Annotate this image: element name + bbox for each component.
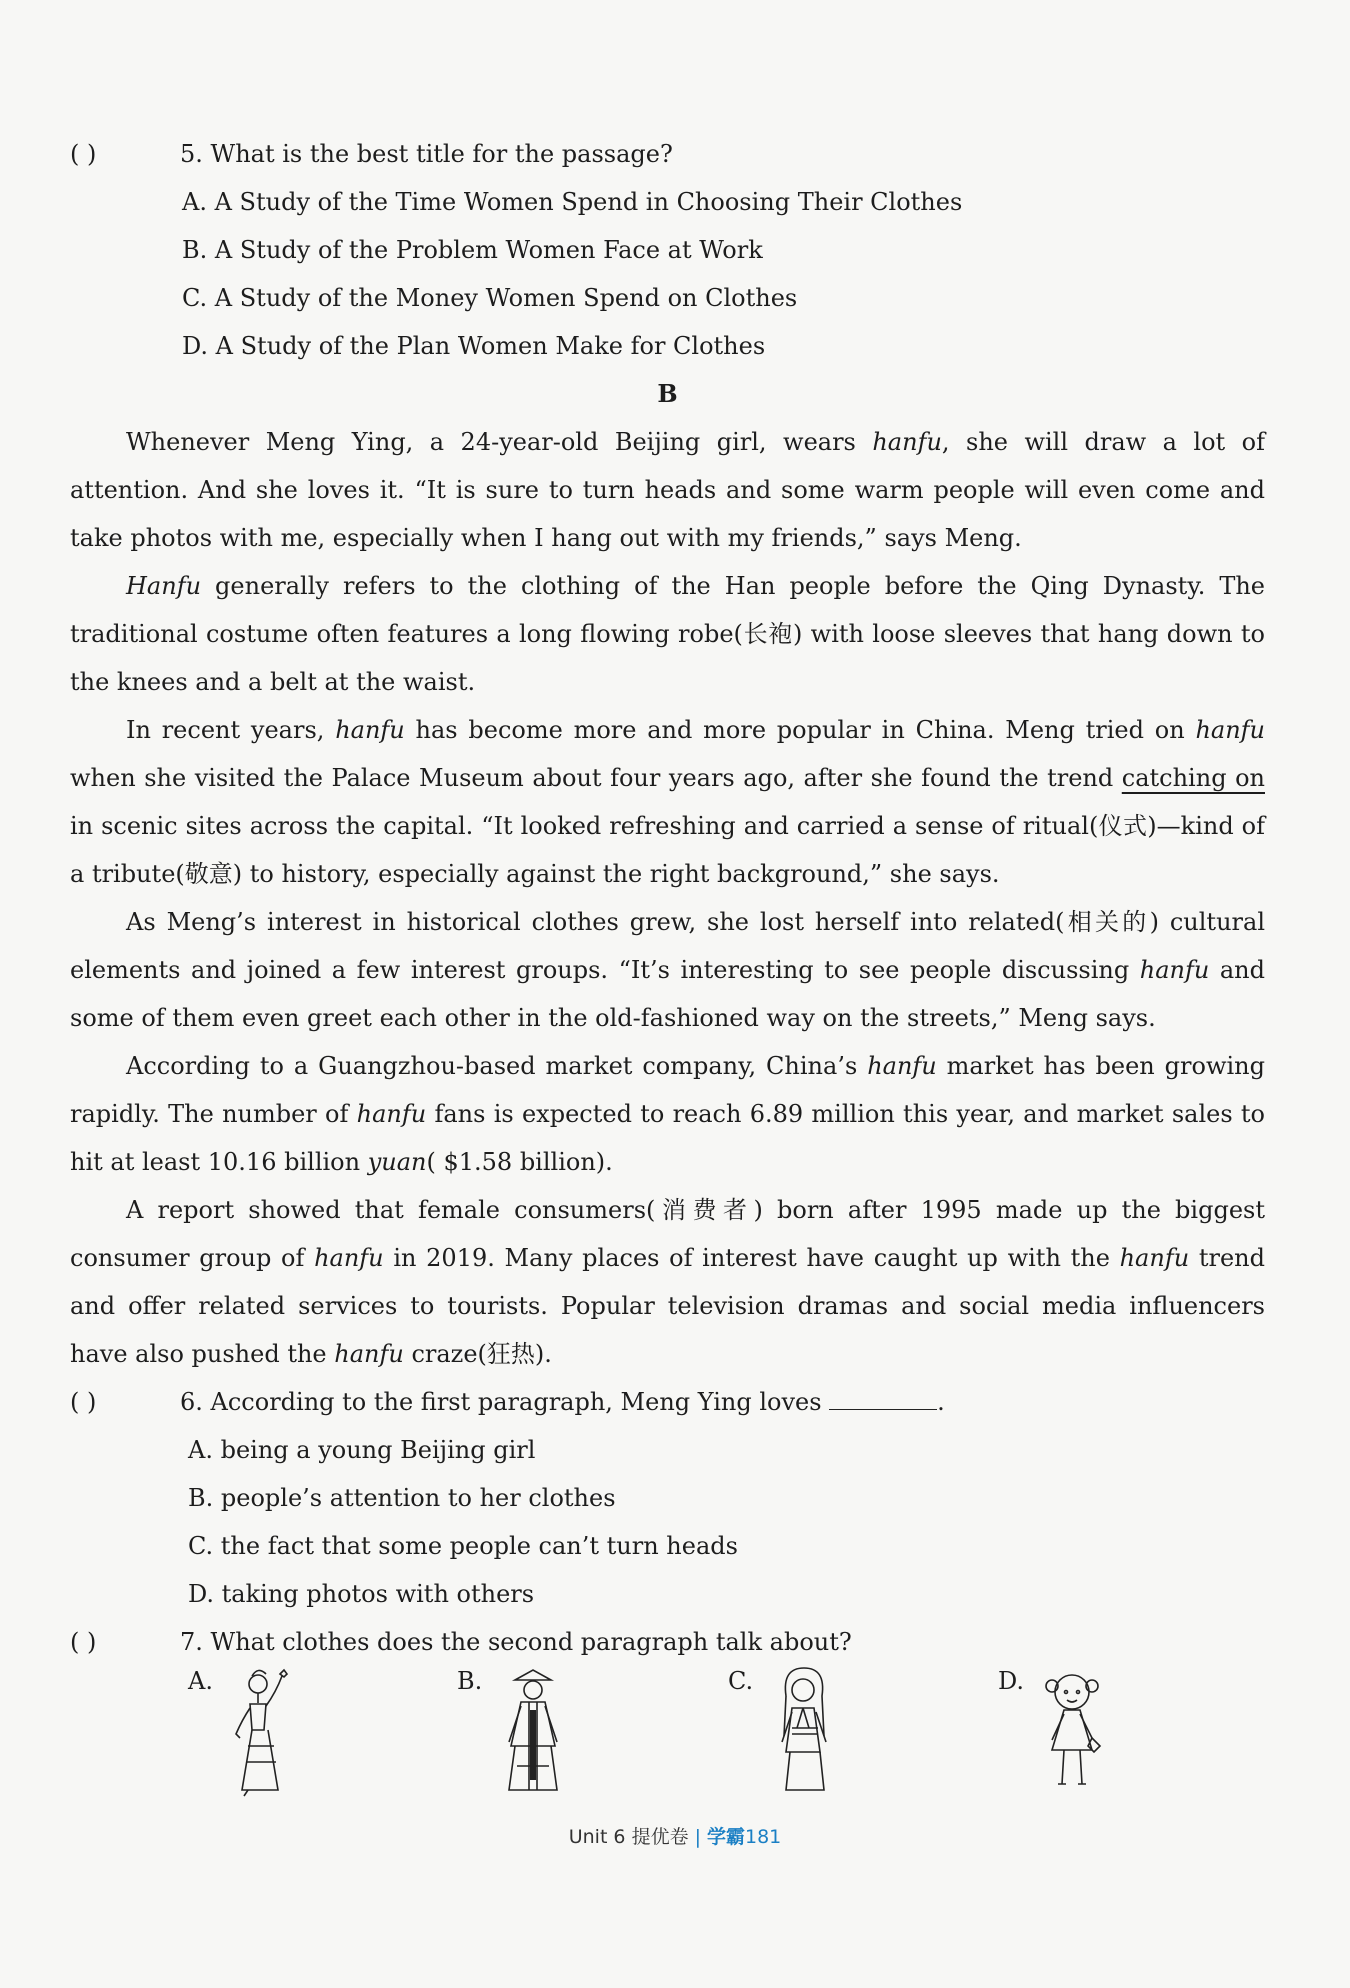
page-footer — [0, 1822, 1350, 1849]
paragraph-5: According to a Guangzhou-based market company, China’s hanfu market has been growing rapidly. The number of hanfu fans is expected to reach 6.89 million this year, and market sales to hit at least 10.16 billion yuan( $1.58 billion). — [70, 1052, 1265, 1176]
page-number: 181 — [745, 1826, 782, 1848]
content — [70, 130, 1265, 1806]
footer-divider: | — [694, 1826, 701, 1848]
ethnic-robe-figure — [487, 1666, 577, 1801]
option-c: C. A Study of the Money Women Spend on Clothes — [182, 284, 798, 312]
answer-bracket[interactable]: ( ) — [70, 1628, 97, 1656]
figure-options — [70, 1666, 1265, 1806]
answer-bracket[interactable]: ( ) — [70, 1388, 97, 1416]
footer-brand: 学霸 — [706, 1826, 745, 1848]
hanfu-girl-figure — [756, 1666, 846, 1801]
question-7 — [70, 1618, 1265, 1666]
option-d: D. A Study of the Plan Women Make for Clothes — [182, 332, 766, 360]
paragraph-3: In recent years, hanfu has become more and more popular in China. Meng tried on hanfu when she visited the Palace Museum about four years ago, after she found the trend catching on in scenic sites across the capital. “It looked refreshing and carried a sense of ritual(仪式)—kind of a tribute(敬意) to history, especially against the right background,” she says. — [70, 716, 1266, 888]
question-stem: 7. What clothes does the second paragraph talk about? — [180, 1628, 852, 1656]
question-6: ( ) 6. According to the first paragraph, Meng Ying loves . — [70, 1378, 1265, 1426]
dai-costume-dancer-figure — [218, 1666, 308, 1801]
modern-dress-girl-figure — [1028, 1666, 1118, 1801]
option-b: B. A Study of the Problem Women Face at Work — [182, 236, 763, 264]
question-stem: 5. What is the best title for the passage? — [180, 140, 673, 168]
option-a: A. A Study of the Time Women Spend in Choosing Their Clothes — [182, 188, 963, 216]
underlined-phrase: catching on — [1121, 764, 1265, 792]
option-d: D. taking photos with others — [188, 1580, 535, 1608]
paragraph-4: As Meng’s interest in historical clothes grew, she lost herself into related(相关的) cultural elements and joined a few interest groups. “It’s interesting to see people discussing hanfu and some of them even greet each other in the old-fashioned way on the streets,” Meng says. — [70, 908, 1265, 1032]
paragraph-1: Whenever Meng Ying, a 24-year-old Beijing girl, wears hanfu, she will draw a lot of attention. And she loves it. “It is sure to turn heads and some warm people will even come and take photos with me, especially when I hang out with my friends,” says Meng. — [70, 428, 1266, 552]
paragraph-2: Hanfu generally refers to the clothing of the Han people before the Qing Dynasty. The traditional costume often features a long flowing robe(长袍) with loose sleeves that hang down to the knees and a belt at the waist. — [70, 572, 1265, 696]
paragraph-6: A report showed that female consumers(消费者) born after 1995 made up the biggest consumer group of hanfu in 2019. Many places of interest have caught up with the hanfu trend and offer related services to tourists. Popular television dramas and social media influencers have also pushed the hanfu craze(狂热). — [70, 1196, 1265, 1368]
option-a: A. being a young Beijing girl — [188, 1436, 536, 1464]
fill-blank[interactable] — [829, 1385, 937, 1410]
option-b: B. people’s attention to her clothes — [188, 1484, 616, 1512]
figure-label: D. — [998, 1667, 1025, 1695]
answer-bracket[interactable]: ( ) — [70, 140, 97, 168]
figure-label: A. — [188, 1667, 213, 1695]
figure-label: B. — [457, 1667, 483, 1695]
footer-unit: Unit 6 提优卷 — [568, 1826, 689, 1848]
option-c: C. the fact that some people can’t turn heads — [188, 1532, 738, 1560]
section-title: B — [657, 379, 678, 408]
figure-label: C. — [728, 1667, 754, 1695]
question-stem: 6. According to the first paragraph, Meng Ying loves — [180, 1388, 822, 1416]
question-5 — [70, 130, 1265, 178]
